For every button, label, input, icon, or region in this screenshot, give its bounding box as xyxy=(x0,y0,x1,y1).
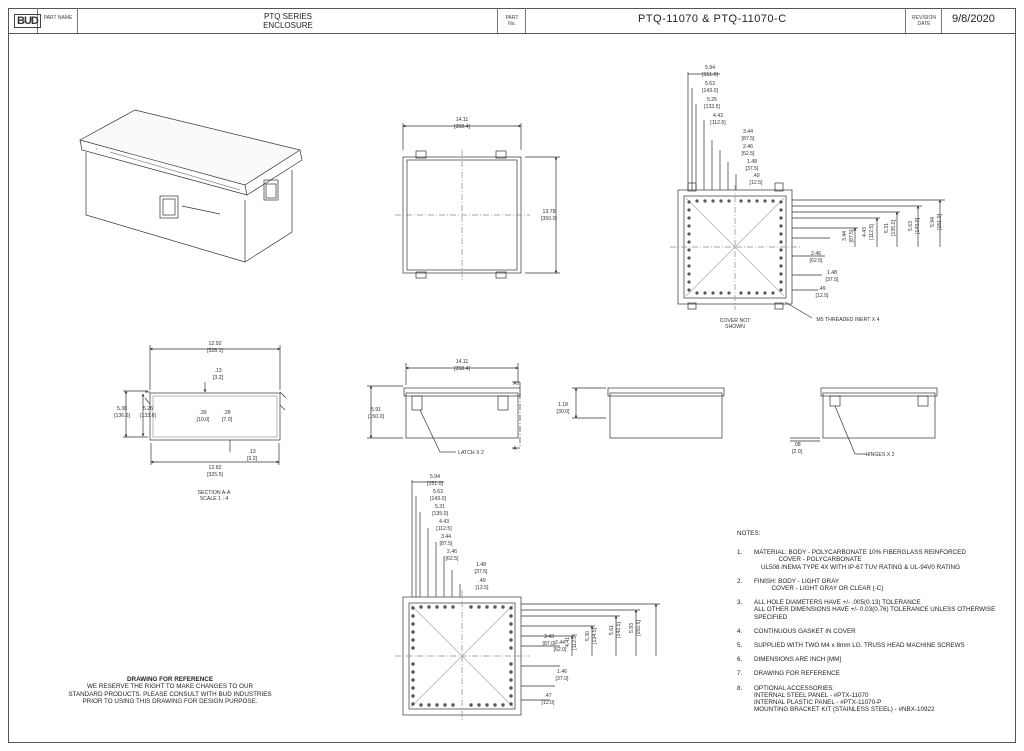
cov-right-0-mm: [112.0] xyxy=(572,634,578,650)
cov-top-4-mm: [87.5] xyxy=(439,541,453,547)
note-sub: INTERNAL STEEL PANEL - #PTX-11070 xyxy=(754,691,869,699)
int-right-0-in: 5.94 xyxy=(930,216,936,228)
reference-line-2: STANDARD PRODUCTS. PLEASE CONSULT WITH BUD INDUSTRIES xyxy=(68,690,272,698)
notes-title: NOTES: xyxy=(737,530,761,537)
cov-top-2-mm: [135.0] xyxy=(432,511,448,517)
bud-logo: BUD xyxy=(14,14,41,28)
cov-right-1-mm: [134.5] xyxy=(592,628,598,644)
notes-block xyxy=(737,530,1007,720)
note-item xyxy=(737,656,1007,663)
sec-h1-in: 5.38 xyxy=(116,406,128,412)
int-low-0-mm: [62.5] xyxy=(809,258,823,264)
cover-not-shown-2: SHOWN xyxy=(725,324,745,330)
cov-top-3-mm: [112.5] xyxy=(436,526,452,532)
note-item xyxy=(737,642,1007,649)
sec-t2-in: .13 xyxy=(248,449,256,455)
cov-top-1-in: 5.63 xyxy=(432,489,444,495)
sidec-h-mm: [2.0] xyxy=(791,449,803,455)
front-height-mm: [350.0] xyxy=(541,216,557,222)
isometric-view xyxy=(80,110,302,262)
cov-right-2-in: 5.61 xyxy=(609,624,615,636)
sec-h2-mm: [133.6] xyxy=(140,413,156,419)
note-item xyxy=(737,685,1007,714)
side-view-latch xyxy=(367,363,520,452)
cov-top-2-in: 5.31 xyxy=(434,504,446,510)
note-text: DIMENSIONS ARE INCH [MM] xyxy=(754,656,842,664)
note-text: ALL HOLE DIAMETERS HAVE +/- .005(0.13) TOLERANCE xyxy=(754,599,921,607)
part-name-line-1: PTQ SERIES xyxy=(263,12,312,21)
cov-low-1-mm: [62.0] xyxy=(553,647,567,653)
int-low-2-in: .49 xyxy=(818,286,826,292)
cut-a-top: A xyxy=(513,381,517,387)
cov-top-5-in: 2.46 xyxy=(446,549,458,555)
int-right-0-mm: [151.0] xyxy=(937,214,943,230)
front-height-in: 13.78 xyxy=(542,209,556,215)
int-right-3-in: 4.43 xyxy=(862,226,868,238)
revision-label: REVISION DATE xyxy=(912,15,936,27)
note-text: FINISH: BODY - LIGHT GRAY xyxy=(754,577,840,585)
cov-top-6-in: 1.48 xyxy=(475,562,487,568)
note-number: 3. xyxy=(737,599,743,607)
cov-top-1-mm: [143.0] xyxy=(430,496,446,502)
sideb-h-in: 1.18 xyxy=(557,402,569,408)
sideb-h-mm: [30.0] xyxy=(556,409,570,415)
cov-top-4-in: 3.44 xyxy=(440,534,452,540)
section-view xyxy=(123,345,286,465)
sec-t2-mm: [3.2] xyxy=(246,456,258,462)
int-low-2-mm: [12.5] xyxy=(815,293,829,299)
int-top-5-in: 2.46 xyxy=(742,144,754,150)
side-view-hinges xyxy=(790,388,937,454)
sidea-width-mm: [358.4] xyxy=(454,366,470,372)
reference-note xyxy=(60,676,280,705)
note-number: 8. xyxy=(737,684,743,692)
note-number: 7. xyxy=(737,670,743,678)
reference-line-1: WE RESERVE THE RIGHT TO MAKE CHANGES TO OUR xyxy=(86,683,254,691)
note-item xyxy=(737,599,1007,621)
int-top-5-mm: [62.5] xyxy=(741,151,755,157)
note-text: DRAWING FOR REFERENCE xyxy=(754,670,840,678)
int-right-4-in: 3.44 xyxy=(842,230,848,242)
note-text: SUPPLIED WITH TWO M4 x 8mm LG. TRUSS HEAD MACHINE SCREWS xyxy=(754,642,965,650)
note-text: OPTIONAL ACCESSORIES: xyxy=(754,684,835,692)
sidec-h-in: .08 xyxy=(793,442,801,448)
note-sub: MOUNTING BRACKET KIT (STAINLESS STEEL) - #NBX-10922 xyxy=(754,706,935,714)
cut-a-bottom: A xyxy=(513,446,517,452)
note-item xyxy=(737,628,1007,635)
int-low-1-in: 1.48 xyxy=(826,270,838,276)
note-number: 4. xyxy=(737,627,743,635)
front-width-in: 14.11 xyxy=(455,117,469,123)
cov-low-3-mm: [12.0] xyxy=(541,700,555,706)
sec-d1-in: .39 xyxy=(199,410,207,416)
int-top-2-mm: [133.5] xyxy=(704,104,720,110)
m5-insert-note: M5 THREADED INERT X 4 xyxy=(816,317,880,323)
int-right-2-mm: [135.0] xyxy=(891,220,897,236)
note-item xyxy=(737,578,1007,592)
sidea-height-mm: [150.0] xyxy=(368,414,384,420)
int-low-0-in: 2.46 xyxy=(810,251,822,257)
int-top-0-mm: [151.0] xyxy=(702,72,718,78)
sec-t1-in: .13 xyxy=(214,368,222,374)
notes-list xyxy=(737,549,1007,713)
cov-right-0-in: 4.41 xyxy=(565,636,571,648)
int-top-7-in: .49 xyxy=(752,173,760,179)
int-top-3-in: 4.43 xyxy=(712,113,724,119)
int-top-4-mm: [87.5] xyxy=(741,136,755,142)
front-width-mm: [358.4] xyxy=(454,124,470,130)
int-right-3-mm: [112.5] xyxy=(869,224,875,240)
sec-w1-mm: [328.1] xyxy=(207,348,223,354)
int-top-1-in: 5.63 xyxy=(704,81,716,87)
part-number: PTQ-11070 & PTQ-11070-C xyxy=(638,13,787,25)
cov-top-6-mm: [37.5] xyxy=(474,569,488,575)
cov-top-7-in: .49 xyxy=(478,578,486,584)
note-sub: SPECIFIED xyxy=(754,613,788,621)
int-top-6-mm: [37.5] xyxy=(745,166,759,172)
note-text: CONTINUOUS GASKET IN COVER xyxy=(754,627,856,635)
int-top-4-in: 3.44 xyxy=(742,129,754,135)
int-low-1-mm: [37.5] xyxy=(825,277,839,283)
note-item xyxy=(737,670,1007,677)
reference-line-3: PRIOR TO USING THIS DRAWING FOR DESIGN PURPOSE. xyxy=(82,697,258,705)
sec-h1-mm: [136.6] xyxy=(114,413,130,419)
part-name-line-2: ENCLOSURE xyxy=(263,21,313,30)
sec-w2-mm: [325.5] xyxy=(207,472,223,478)
hinges-note: HINGES X 2 xyxy=(865,452,895,458)
note-number: 2. xyxy=(737,577,743,585)
sec-w1-in: 12.92 xyxy=(208,341,222,347)
cov-low-3-in: .47 xyxy=(544,693,552,699)
sec-d2-in: .28 xyxy=(223,410,231,416)
int-top-7-mm: [12.5] xyxy=(749,180,763,186)
sec-d1-mm: [10.0] xyxy=(196,417,210,423)
sec-w2-in: 12.82 xyxy=(208,465,222,471)
cov-right-3-in: 5.93 xyxy=(629,622,635,634)
sidea-width-in: 14.11 xyxy=(455,359,469,365)
sec-t1-mm: [3.2] xyxy=(212,375,224,381)
int-right-1-in: 5.63 xyxy=(908,220,914,232)
reference-heading: DRAWING FOR REFERENCE xyxy=(126,676,214,683)
cov-low-2-mm: [37.0] xyxy=(555,676,569,682)
sec-d2-mm: [7.0] xyxy=(221,417,233,423)
cov-right-3-mm: [150.5] xyxy=(636,620,642,636)
section-caption: SECTION A-A xyxy=(197,490,231,496)
revision-date: 9/8/2020 xyxy=(952,13,995,25)
note-sub: INTERNAL PLASTIC PANEL - #PTX-11070-P xyxy=(754,699,882,707)
int-top-1-mm: [143.0] xyxy=(702,88,718,94)
front-view xyxy=(395,123,560,280)
note-sub: UL508 /NEMA TYPE 4X WITH IP-67 TUV RATING & UL-94V0 RATING xyxy=(754,563,960,571)
note-number: 1. xyxy=(737,549,743,557)
part-name-label: PART NAME xyxy=(43,15,73,21)
section-scale: SCALE 1 : 4 xyxy=(199,496,229,502)
cov-top-7-mm: [12.5] xyxy=(475,585,489,591)
cov-top-0-in: 5.94 xyxy=(429,474,441,480)
cover-not-shown-1: COVER NOT xyxy=(719,318,751,324)
int-top-2-in: 5.25 xyxy=(706,97,718,103)
cov-low-2-in: 1.46 xyxy=(556,669,568,675)
cov-low-1-in: 2.44 xyxy=(554,640,566,646)
int-top-0-in: 5.94 xyxy=(704,65,716,71)
cov-low-0-in: 3.43 xyxy=(543,634,555,640)
note-sub: ALL OTHER DIMENSIONS HAVE +/- 0.03(0.76) TOLERANCE UNLESS OTHERWISE xyxy=(754,606,996,614)
cov-right-1-in: 5.30 xyxy=(585,630,591,642)
int-right-4-mm: [87.5] xyxy=(849,229,855,243)
cov-top-3-in: 4.43 xyxy=(438,519,450,525)
int-right-1-mm: [143.0] xyxy=(915,218,921,234)
latch-note: LATCH X 2 xyxy=(458,450,484,456)
sec-h2-in: 5.26 xyxy=(142,406,154,412)
cov-low-0-mm: [87.0] xyxy=(542,641,556,647)
cov-top-0-mm: [151.0] xyxy=(427,481,443,487)
note-item xyxy=(737,549,1007,571)
note-sub: COVER - POLYCARBONATE xyxy=(754,556,862,564)
sidea-height-in: 5.91 xyxy=(370,407,382,413)
cov-top-5-mm: [62.5] xyxy=(445,556,459,562)
note-text: MATERIAL: BODY - POLYCARBONATE 10% FIBERGLASS REINFORCED xyxy=(754,549,966,557)
int-top-6-in: 1.48 xyxy=(746,159,758,165)
int-right-2-in: 5.31 xyxy=(884,222,890,234)
part-no-label: PART No. xyxy=(505,15,519,27)
note-number: 5. xyxy=(737,642,743,650)
side-view-plain xyxy=(572,388,724,438)
note-number: 6. xyxy=(737,656,743,664)
note-sub: COVER - LIGHT GRAY OR CLEAR (-C) xyxy=(754,585,884,593)
cov-right-2-mm: [142.5] xyxy=(616,622,622,638)
int-top-3-mm: [112.5] xyxy=(710,120,726,126)
